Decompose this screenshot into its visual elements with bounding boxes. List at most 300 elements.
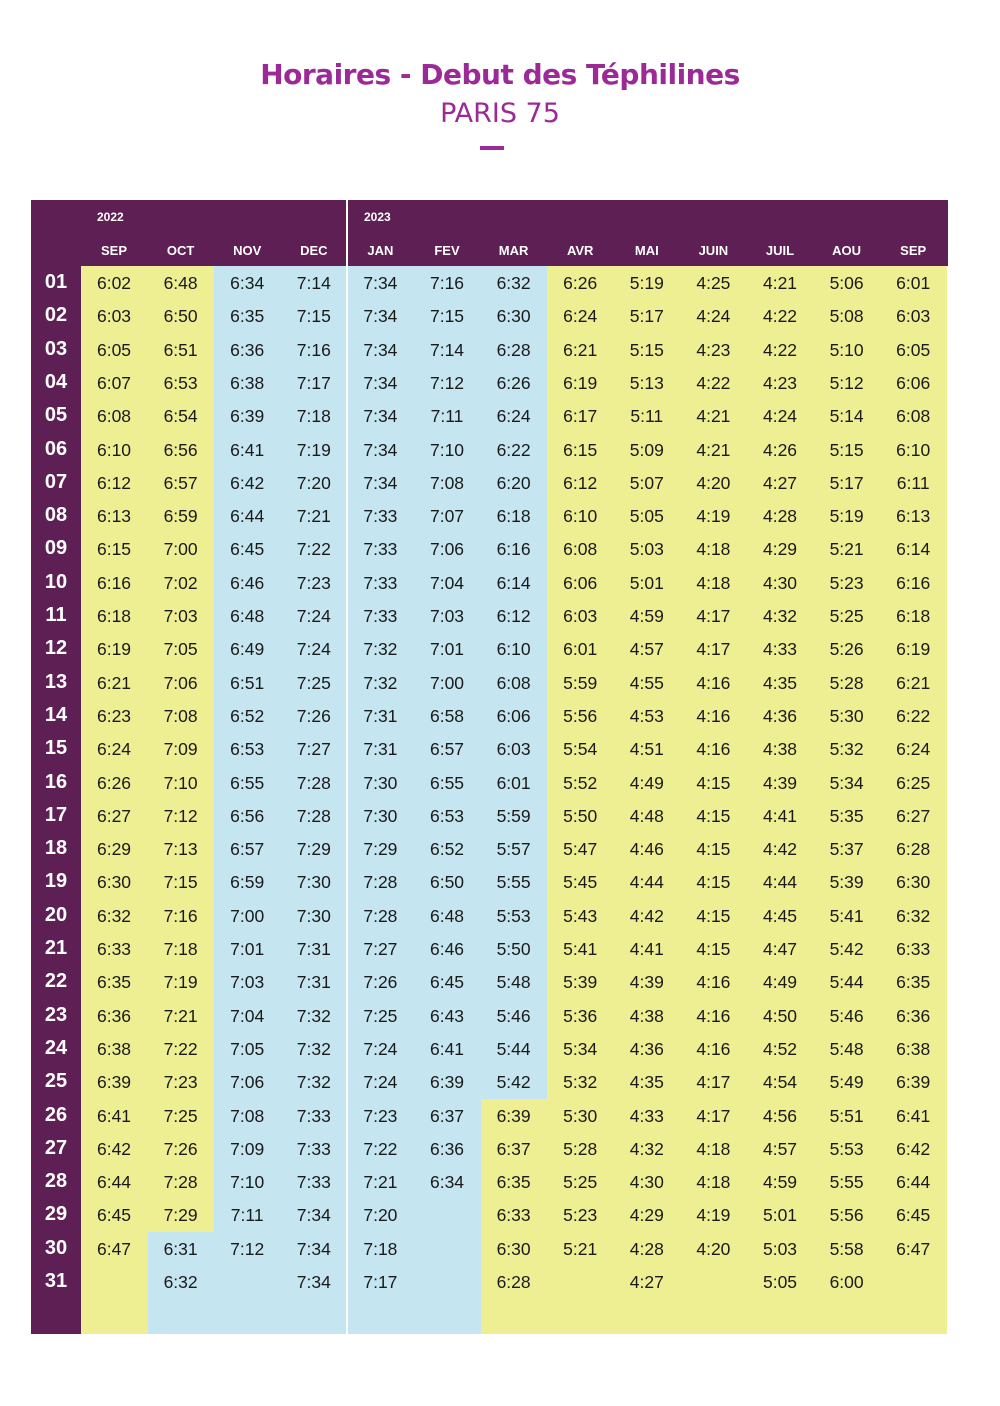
time-cell: 7:08	[230, 1105, 265, 1126]
time-cell: 4:15	[696, 872, 731, 893]
day-label: 28	[44, 1170, 68, 1193]
time-cell: 4:19	[696, 1205, 731, 1226]
time-cell: 4:44	[762, 872, 798, 893]
time-cell: 4:20	[696, 1238, 731, 1259]
time-cell: 4:46	[629, 839, 664, 860]
time-cell: 7:24	[363, 1038, 398, 1059]
time-cell: 7:12	[163, 805, 198, 826]
day-label: 13	[44, 670, 68, 693]
month-label: DEC	[300, 243, 328, 258]
day-label: 23	[44, 1003, 68, 1026]
time-cell: 7:32	[296, 1005, 331, 1026]
time-cell: 4:57	[629, 639, 664, 660]
time-cell: 6:18	[896, 606, 931, 626]
time-cell: 5:37	[829, 839, 864, 860]
time-cell: 6:45	[96, 1205, 132, 1226]
time-cell: 5:51	[829, 1105, 864, 1126]
time-cell: 6:03	[896, 306, 931, 327]
time-cell: 6:44	[230, 506, 265, 527]
time-cell: 7:23	[163, 1072, 198, 1093]
time-cell: 4:24	[696, 306, 731, 327]
time-cell: 5:15	[829, 439, 864, 460]
time-cell: 7:30	[296, 905, 331, 926]
time-cell: 4:59	[762, 1172, 798, 1193]
time-cell: 4:16	[696, 972, 731, 993]
time-cell: 7:02	[163, 572, 198, 593]
time-cell: 4:36	[629, 1038, 664, 1059]
day-label: 04	[44, 370, 68, 393]
time-cell: 7:32	[296, 1038, 331, 1059]
day-label: 24	[44, 1036, 68, 1059]
time-cell: 6:41	[896, 1105, 931, 1126]
time-cell: 5:30	[563, 1105, 598, 1126]
day-label: 08	[44, 504, 68, 527]
time-cell: 6:03	[96, 306, 132, 327]
time-cell: 6:30	[896, 872, 931, 893]
time-cell: 4:16	[696, 1038, 731, 1059]
time-cell: 6:34	[429, 1172, 465, 1193]
time-cell: 7:32	[363, 639, 398, 660]
day-label: 12	[44, 637, 68, 660]
schedule-table	[31, 200, 948, 1334]
time-cell: 6:17	[563, 406, 598, 427]
time-cell: 4:23	[762, 372, 798, 393]
time-cell: 6:01	[496, 772, 531, 793]
time-cell: 6:33	[96, 939, 132, 959]
time-cell: 7:10	[429, 439, 465, 460]
time-cell: 6:16	[96, 572, 132, 593]
time-cell: 6:41	[230, 439, 265, 460]
time-cell: 5:09	[629, 439, 664, 460]
time-cell: 6:26	[96, 772, 132, 793]
time-cell: 7:03	[230, 972, 265, 993]
time-cell: 6:32	[96, 905, 132, 926]
time-cell: 6:35	[496, 1172, 531, 1193]
time-cell: 4:30	[629, 1172, 664, 1193]
time-cell: 7:06	[429, 539, 465, 560]
time-cell: 5:56	[563, 705, 598, 726]
month-label: SEP	[900, 243, 927, 258]
time-cell: 7:20	[363, 1205, 398, 1226]
time-cell: 4:33	[629, 1105, 664, 1126]
time-cell: 4:15	[696, 772, 731, 793]
time-cell: 6:38	[230, 372, 265, 393]
time-cell: 4:17	[696, 1105, 731, 1126]
time-cell: 5:57	[496, 839, 531, 860]
time-cell: 5:28	[563, 1138, 598, 1159]
time-cell: 4:45	[762, 905, 798, 926]
day-label: 16	[44, 770, 68, 793]
day-label: 14	[44, 703, 68, 726]
time-cell: 6:14	[896, 539, 931, 560]
time-cell: 4:57	[762, 1138, 798, 1159]
time-cell: 4:22	[762, 306, 798, 327]
day-label: 17	[44, 803, 68, 826]
time-cell: 7:06	[230, 1072, 265, 1093]
time-cell: 6:02	[96, 273, 132, 293]
time-cell: 7:24	[363, 1072, 398, 1093]
time-cell: 6:46	[230, 572, 265, 593]
month-label: SEP	[100, 243, 127, 258]
time-cell: 5:43	[563, 905, 598, 926]
time-cell: 5:47	[563, 839, 598, 860]
time-cell: 6:12	[563, 472, 598, 493]
time-cell: 6:53	[429, 805, 465, 826]
time-cell: 6:19	[96, 639, 132, 660]
time-cell: 7:09	[163, 739, 198, 760]
time-cell: 7:24	[296, 606, 331, 626]
time-cell: 6:16	[896, 572, 931, 593]
time-cell: 6:28	[896, 839, 931, 860]
day-label: 01	[44, 271, 68, 293]
time-cell: 7:04	[429, 572, 465, 593]
year-separator	[346, 200, 348, 1334]
time-cell: 5:41	[563, 939, 598, 959]
time-cell: 7:18	[163, 939, 198, 959]
time-cell: 6:38	[96, 1038, 132, 1059]
time-cell: 6:00	[829, 1272, 864, 1292]
time-cell: 7:15	[429, 306, 465, 327]
time-cell: 5:41	[829, 905, 864, 926]
day-label: 25	[44, 1070, 68, 1093]
time-cell: 4:17	[696, 639, 731, 660]
time-cell: 4:41	[762, 805, 798, 826]
year-label-2023: 2023	[364, 210, 391, 224]
time-cell: 5:52	[563, 772, 598, 793]
time-cell: 6:37	[429, 1105, 465, 1126]
time-cell: 6:41	[429, 1038, 465, 1059]
time-cell: 5:28	[829, 672, 864, 693]
time-cell: 4:42	[629, 905, 664, 926]
time-cell: 7:24	[296, 639, 331, 660]
time-cell: 6:45	[896, 1205, 931, 1226]
time-cell: 6:57	[163, 472, 198, 493]
time-cell: 6:19	[563, 372, 598, 393]
time-cell: 7:34	[363, 406, 398, 427]
time-cell: 5:56	[829, 1205, 864, 1226]
time-cell: 5:42	[496, 1072, 531, 1093]
time-cell: 5:49	[829, 1072, 864, 1093]
time-cell: 5:54	[563, 739, 598, 760]
time-cell: 4:47	[762, 939, 798, 959]
month-label: MAI	[634, 243, 659, 258]
time-cell: 6:32	[163, 1272, 198, 1292]
time-cell: 6:42	[896, 1138, 931, 1159]
time-cell: 6:49	[230, 639, 265, 660]
time-cell: 5:36	[563, 1005, 598, 1026]
time-cell: 5:42	[829, 939, 864, 959]
time-cell: 5:55	[496, 872, 531, 893]
time-cell: 4:16	[696, 705, 731, 726]
time-cell: 7:20	[296, 472, 331, 493]
time-cell: 7:18	[363, 1238, 398, 1259]
time-cell: 6:20	[496, 472, 531, 493]
time-cell: 6:55	[230, 772, 265, 793]
day-label: 15	[44, 737, 68, 760]
time-cell: 7:31	[363, 705, 398, 726]
time-cell: 6:10	[496, 639, 531, 660]
time-cell: 4:22	[762, 339, 798, 360]
time-cell: 5:05	[629, 506, 664, 527]
time-cell: 7:03	[163, 606, 198, 626]
time-cell: 6:44	[96, 1172, 132, 1193]
time-cell: 5:13	[629, 372, 664, 393]
time-cell: 7:31	[296, 939, 331, 959]
time-cell: 6:24	[96, 739, 132, 760]
time-cell: 6:03	[496, 739, 531, 760]
title-divider	[480, 146, 504, 150]
time-cell: 7:23	[363, 1105, 398, 1126]
time-cell: 6:36	[429, 1138, 465, 1159]
time-cell: 6:05	[96, 339, 132, 360]
time-cell: 7:16	[429, 273, 465, 293]
time-cell: 7:17	[363, 1272, 398, 1292]
time-cell: 5:01	[762, 1205, 798, 1226]
time-cell: 6:15	[563, 439, 598, 460]
time-cell: 6:45	[429, 972, 465, 993]
time-cell: 5:25	[563, 1172, 598, 1193]
time-cell: 4:56	[762, 1105, 798, 1126]
time-cell: 5:19	[629, 273, 664, 293]
time-cell: 7:14	[429, 339, 465, 360]
time-cell: 5:21	[563, 1238, 598, 1259]
time-cell: 4:15	[696, 905, 731, 926]
time-cell: 4:52	[762, 1038, 798, 1059]
time-cell: 6:33	[496, 1205, 531, 1226]
time-cell: 7:26	[296, 705, 331, 726]
time-cell: 4:18	[696, 572, 731, 593]
time-cell: 7:29	[296, 839, 331, 860]
time-cell: 7:33	[296, 1172, 331, 1193]
time-cell: 5:55	[829, 1172, 864, 1193]
time-cell: 6:39	[230, 406, 265, 427]
time-cell: 6:01	[896, 273, 931, 293]
time-cell: 4:38	[762, 739, 798, 760]
time-cell: 7:22	[296, 539, 331, 560]
time-cell: 5:32	[563, 1072, 598, 1093]
time-cell: 6:36	[896, 1005, 931, 1026]
time-cell: 7:08	[429, 472, 465, 493]
time-cell: 6:51	[230, 672, 265, 693]
time-cell: 4:54	[762, 1072, 798, 1093]
month-label: JUIN	[698, 243, 729, 258]
time-cell: 6:50	[429, 872, 465, 893]
time-cell: 7:34	[363, 472, 398, 493]
time-cell: 6:30	[496, 306, 531, 327]
time-cell: 4:18	[696, 1172, 731, 1193]
time-cell: 5:25	[829, 606, 864, 626]
time-cell: 7:31	[363, 739, 398, 760]
time-cell: 6:46	[429, 939, 465, 959]
time-cell: 4:39	[762, 772, 798, 793]
time-cell: 4:17	[696, 1072, 731, 1093]
time-cell: 6:21	[896, 672, 931, 693]
time-cell: 7:33	[363, 572, 398, 593]
time-cell: 6:15	[96, 539, 132, 560]
time-cell: 4:29	[629, 1205, 664, 1226]
time-cell: 4:16	[696, 672, 731, 693]
page-subtitle: PARIS 75	[440, 98, 560, 129]
time-cell: 5:44	[496, 1038, 531, 1059]
time-cell: 7:30	[296, 872, 331, 893]
time-cell: 5:48	[496, 972, 531, 993]
time-cell: 6:44	[896, 1172, 931, 1193]
day-label: 29	[44, 1203, 68, 1226]
time-cell: 6:19	[896, 639, 931, 660]
time-cell: 7:21	[363, 1172, 398, 1193]
time-cell: 7:34	[363, 273, 398, 293]
time-cell: 7:34	[363, 439, 398, 460]
page-title: Horaires - Debut des Téphilines	[260, 58, 740, 91]
time-cell: 6:35	[230, 306, 265, 327]
day-label: 26	[44, 1103, 68, 1126]
time-cell: 6:11	[896, 472, 930, 493]
time-cell: 4:21	[696, 406, 731, 427]
time-cell: 6:42	[96, 1138, 132, 1159]
time-cell: 5:15	[629, 339, 664, 360]
day-label: 03	[44, 337, 68, 360]
time-cell: 6:30	[496, 1238, 531, 1259]
time-cell: 4:25	[696, 273, 731, 293]
time-cell: 4:15	[696, 839, 731, 860]
time-cell: 6:21	[96, 672, 132, 693]
time-cell: 7:16	[163, 905, 198, 926]
time-cell: 6:26	[496, 372, 531, 393]
time-cell: 4:16	[696, 739, 731, 760]
time-cell: 4:35	[629, 1072, 664, 1093]
time-cell: 6:37	[496, 1138, 531, 1159]
time-cell: 7:28	[296, 772, 331, 793]
time-cell: 7:22	[363, 1138, 398, 1159]
time-cell: 7:29	[363, 839, 398, 860]
time-cell: 6:57	[230, 839, 265, 860]
time-cell: 6:51	[163, 339, 198, 360]
time-cell: 6:47	[896, 1238, 931, 1259]
time-cell: 4:59	[629, 606, 664, 626]
time-cell: 7:10	[163, 772, 198, 793]
time-cell: 6:21	[563, 339, 598, 360]
day-label: 10	[44, 570, 68, 593]
time-cell: 5:05	[762, 1272, 798, 1292]
time-cell: 4:36	[762, 705, 798, 726]
time-cell: 4:53	[629, 705, 664, 726]
time-cell: 6:28	[496, 339, 531, 360]
time-cell: 5:10	[829, 339, 864, 360]
time-cell: 7:12	[230, 1238, 265, 1259]
time-cell: 7:28	[163, 1172, 198, 1193]
time-cell: 6:41	[96, 1105, 132, 1126]
time-cell: 6:31	[163, 1238, 198, 1259]
time-cell: 5:53	[829, 1138, 864, 1159]
time-cell: 7:05	[230, 1038, 265, 1059]
time-cell: 7:28	[363, 905, 398, 926]
time-cell: 6:01	[563, 639, 598, 660]
time-cell: 7:34	[296, 1272, 331, 1292]
time-cell: 6:45	[230, 539, 265, 560]
time-cell: 6:22	[896, 705, 931, 726]
day-label: 06	[44, 437, 68, 460]
time-cell: 5:03	[629, 539, 664, 560]
time-cell: 4:18	[696, 539, 731, 560]
time-cell: 5:39	[563, 972, 598, 993]
time-cell: 7:04	[230, 1005, 265, 1026]
time-cell: 6:10	[96, 439, 132, 460]
time-cell: 5:11	[630, 406, 664, 427]
time-cell: 4:23	[696, 339, 731, 360]
time-cell: 7:19	[163, 972, 198, 993]
time-cell: 6:39	[429, 1072, 465, 1093]
time-cell: 7:05	[163, 639, 198, 660]
time-cell: 7:31	[296, 972, 331, 993]
time-cell: 7:11	[430, 406, 464, 427]
time-cell: 6:34	[230, 273, 265, 293]
time-cell: 7:07	[429, 506, 465, 527]
time-cell: 7:00	[230, 905, 265, 926]
day-label: 27	[44, 1136, 68, 1159]
time-cell: 4:44	[629, 872, 664, 893]
time-cell: 7:00	[163, 539, 198, 560]
time-cell: 4:49	[762, 972, 798, 993]
time-cell: 6:56	[163, 439, 198, 460]
time-cell: 5:23	[563, 1205, 598, 1226]
time-cell: 6:06	[563, 572, 598, 593]
time-cell: 7:21	[163, 1005, 198, 1026]
time-cell: 7:11	[230, 1205, 264, 1226]
time-cell: 4:32	[762, 606, 798, 626]
time-cell: 6:24	[496, 406, 531, 427]
time-cell: 4:26	[762, 439, 798, 460]
time-cell: 5:35	[829, 805, 864, 826]
time-cell: 7:16	[296, 339, 331, 360]
time-cell: 7:25	[163, 1105, 198, 1126]
time-cell: 7:34	[363, 306, 398, 327]
time-cell: 7:34	[363, 372, 398, 393]
time-cell: 7:17	[296, 372, 331, 393]
time-cell: 6:32	[496, 273, 531, 293]
time-cell: 6:25	[896, 772, 931, 793]
time-cell: 5:12	[829, 372, 864, 393]
time-cell: 7:18	[296, 406, 331, 427]
time-cell: 7:12	[429, 372, 465, 393]
time-cell: 5:53	[496, 905, 531, 926]
time-cell: 5:58	[829, 1238, 864, 1259]
time-cell: 4:15	[696, 805, 731, 826]
time-cell: 6:24	[563, 306, 598, 327]
time-cell: 4:41	[629, 939, 664, 959]
time-cell: 5:39	[829, 872, 864, 893]
time-cell: 7:23	[296, 572, 331, 593]
day-label: 31	[44, 1270, 68, 1292]
time-cell: 5:46	[496, 1005, 531, 1026]
time-cell: 4:30	[762, 572, 798, 593]
time-cell: 7:09	[230, 1138, 265, 1159]
time-cell: 6:59	[163, 506, 198, 527]
time-cell: 5:59	[563, 672, 598, 693]
time-cell: 7:34	[363, 339, 398, 360]
time-cell: 5:14	[829, 406, 864, 427]
time-cell: 4:22	[696, 372, 731, 393]
time-cell: 6:59	[230, 872, 265, 893]
time-cell: 7:29	[163, 1205, 198, 1226]
time-cell: 7:10	[230, 1172, 265, 1193]
time-cell: 6:58	[429, 705, 465, 726]
time-cell: 6:23	[96, 705, 132, 726]
time-cell: 6:07	[96, 372, 132, 393]
time-cell: 7:28	[363, 872, 398, 893]
time-cell: 6:53	[230, 739, 265, 760]
time-cell: 5:59	[496, 805, 531, 826]
time-cell: 7:30	[363, 805, 398, 826]
